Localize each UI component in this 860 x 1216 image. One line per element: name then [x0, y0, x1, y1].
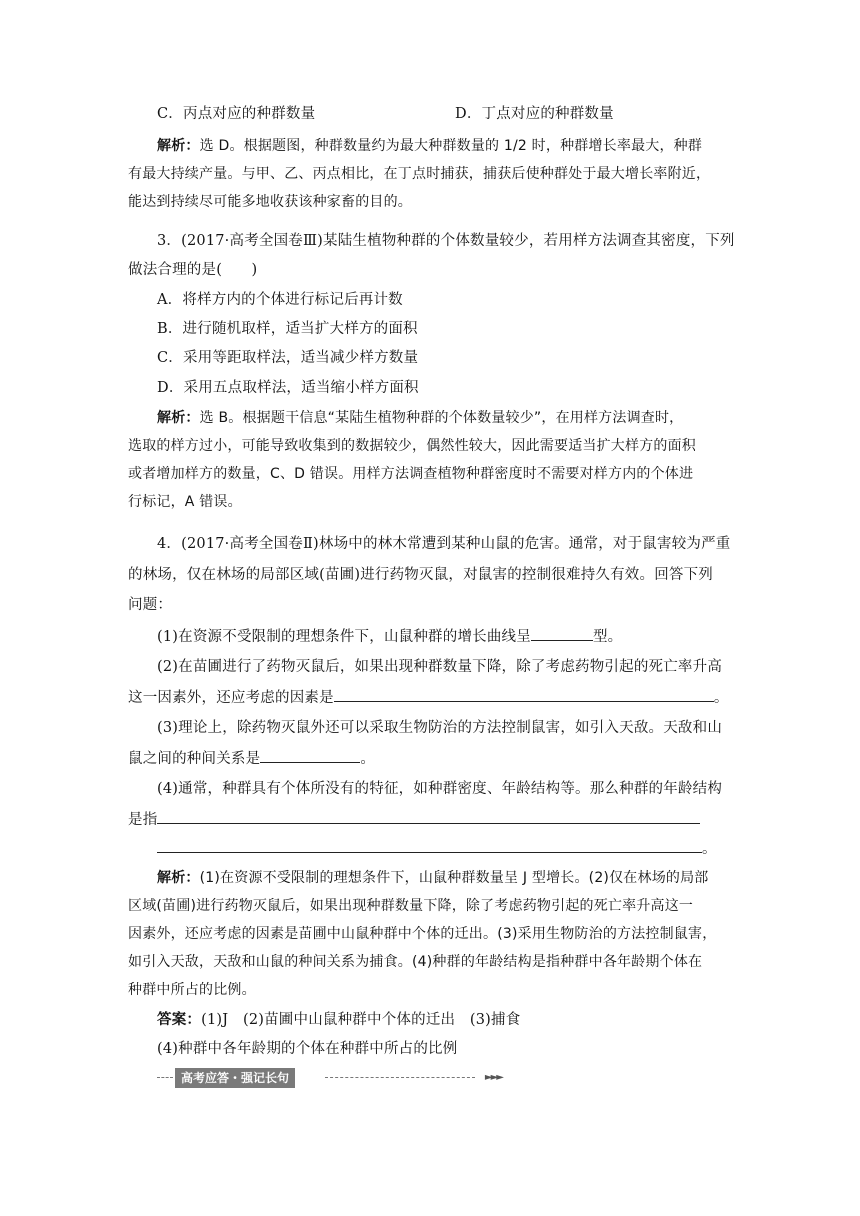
q3-analysis-line-3: 或者增加样方的数量，C、D 错误。用样方法调查植物种群密度时不需要对样方内的个体进 — [128, 466, 694, 482]
q4-sub2-line-2: 这一因素外，还应考虑的因素是 。 — [128, 687, 729, 708]
q4-sub3-line-2: 鼠之间的种间关系是 。 — [128, 748, 375, 769]
q3-option-a: A．将样方内的个体进行标记后再计数 — [157, 292, 403, 308]
q4-analysis-line-4: 如引入天敌，天敌和山鼠的种间关系为捕食。(4)种群的年龄结构是指种群中各年龄期个体在 — [128, 954, 703, 970]
q2-analysis-line-3: 能达到持续尽可能多地收获该种家畜的目的。 — [128, 194, 412, 210]
analysis-label: 解析： — [157, 870, 200, 886]
q4-analysis-line-1: 解析：(1)在资源不受限制的理想条件下，山鼠种群数量呈 J 型增长。(2)仅在林场的局部 — [157, 870, 709, 886]
banner-label: 高考应答・强记长句 — [175, 1068, 295, 1088]
q3-stem-line-2: 做法合理的是( ) — [128, 262, 258, 278]
answer-label: 答案： — [157, 1011, 202, 1028]
q4-analysis-line-3: 因素外，还应考虑的因素是苗圃中山鼠种群中个体的迁出。(3)采用生物防治的方法控制鼠害， — [128, 926, 717, 942]
banner-dash-left — [157, 1077, 173, 1078]
q2-analysis-line-2: 有最大持续产量。与甲、乙、丙点相比，在丁点时捕获，捕获后使种群处于最大增长率附近， — [128, 166, 711, 182]
answer-blank-4b[interactable] — [157, 838, 702, 853]
analysis-label: 解析： — [157, 410, 200, 426]
q3-stem-line-1: 3．(2017·高考全国卷Ⅲ)某陆生植物种群的个体数量较少，若用样方法调查其密度，下列 — [157, 233, 735, 249]
answer-blank-1[interactable] — [531, 626, 593, 641]
q3-analysis-line-1: 解析：选 B。根据题干信息“某陆生植物种群的个体数量较少”，在用样方法调查时， — [157, 410, 684, 426]
q4-stem-line-1: 4．(2017·高考全国卷Ⅱ)林场中的林木常遭到某种山鼠的危害。通常，对于鼠害较为严重 — [157, 536, 731, 552]
q3-analysis-line-4: 行标记，A 错误。 — [128, 494, 242, 510]
q3-option-b: B．进行随机取样，适当扩大样方的面积 — [157, 321, 418, 337]
q3-analysis-line-2: 选取的样方过小，可能导致收集到的数据较少，偶然性较大，因此需要适当扩大样方的面积 — [128, 438, 696, 454]
q4-sub4-line-2: 是指 — [128, 809, 700, 830]
section-banner — [157, 1068, 502, 1088]
arrow-right-icon: ►►► — [484, 1072, 502, 1083]
q2-option-c: C．丙点对应的种群数量 — [157, 106, 316, 122]
q4-sub4-line-3: 。 — [157, 838, 717, 859]
q4-sub3-line-1: (3)理论上，除药物灭鼠外还可以采取生物防治的方法控制鼠害，如引入天敌。天敌和山 — [157, 720, 723, 736]
q4-analysis-line-5: 种群中所占的比例。 — [128, 982, 256, 998]
q4-stem-line-3: 问题： — [128, 597, 173, 613]
q4-sub2-line-1: (2)在苗圃进行了药物灭鼠后，如果出现种群数量下降，除了考虑药物引起的死亡率升高 — [157, 659, 723, 675]
q3-option-d: D．采用五点取样法，适当缩小样方面积 — [157, 380, 419, 396]
q4-analysis-line-2: 区域(苗圃)进行药物灭鼠后，如果出现种群数量下降，除了考虑药物引起的死亡率升高这一 — [128, 898, 694, 914]
answer-blank-4a[interactable] — [157, 809, 700, 824]
q4-stem-line-2: 的林场，仅在林场的局部区域(苗圃)进行药物灭鼠，对鼠害的控制很难持久有效。回答下列 — [128, 567, 714, 583]
banner-dash-right — [325, 1077, 475, 1078]
q4-answer-line-2: (4)种群中各年龄期的个体在种群中所占的比例 — [157, 1041, 458, 1057]
q4-sub4-line-1: (4)通常，种群具有个体所没有的特征，如种群密度、年龄结构等。那么种群的年龄结构 — [157, 781, 723, 797]
q4-answer-line-1: 答案：(1)J (2)苗圃中山鼠种群中个体的迁出 (3)捕食 — [157, 1011, 521, 1028]
analysis-label: 解析： — [157, 138, 200, 154]
answer-blank-2[interactable] — [334, 687, 714, 702]
answer-blank-3[interactable] — [260, 748, 360, 763]
q2-analysis-line-1: 解析：选 D。根据题图，种群数量约为最大种群数量的 1/2 时，种群增长率最大，种群 — [157, 138, 703, 154]
q2-option-d: D．丁点对应的种群数量 — [455, 106, 614, 122]
q4-sub1: (1)在资源不受限制的理想条件下，山鼠种群的增长曲线呈 型。 — [157, 626, 622, 647]
q3-option-c: C．采用等距取样法，适当减少样方数量 — [157, 350, 419, 366]
